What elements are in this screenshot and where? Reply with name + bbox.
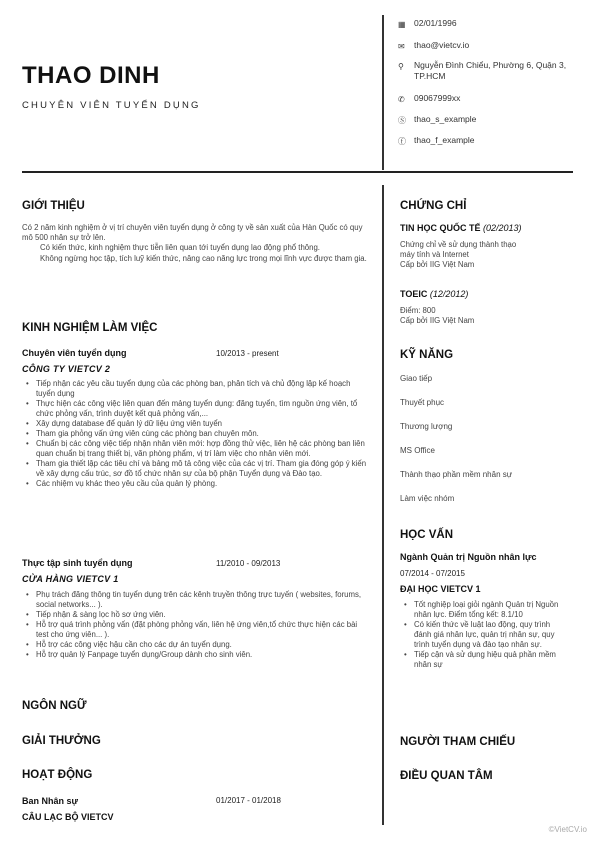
calendar-icon: ▦: [398, 20, 406, 29]
job-2-bullets: [22, 590, 367, 660]
skill-item: MS Office: [400, 446, 435, 455]
candidate-title: CHUYÊN VIÊN TUYỂN DỤNG: [22, 100, 201, 111]
skill-item: Thành thạo phần mềm nhân sự: [400, 470, 513, 479]
cert-1-name: TIN HỌC QUỐC TẾ: [400, 223, 481, 233]
job-2-title: Thực tập sinh tuyển dụng: [22, 558, 133, 568]
contact-email[interactable]: [398, 40, 469, 52]
skype-text[interactable]: thao_s_example: [414, 114, 477, 124]
skill-item: Thương lượng: [400, 422, 453, 431]
phone-icon: ✆: [398, 95, 405, 104]
intro-line-2: Có kiến thức, kinh nghiệm thực tiễn liên quan tới tuyển dụng lao động phổ thông.: [40, 243, 320, 253]
cert-1-line: máy tính và Internet: [400, 250, 469, 259]
job-2-company: CỬA HÀNG VIETCV 1: [22, 574, 119, 584]
cert-2-name: TOEIC: [400, 289, 428, 299]
job-1-title: Chuyên viên tuyển dụng: [22, 348, 127, 358]
list-item: • Tiếp nhận & sàng lọc hồ sơ ứng viên.: [22, 610, 367, 620]
list-item: • Hỗ trợ các công việc hậu cần cho các dự án tuyển dụng.: [22, 640, 367, 650]
location-icon: ⚲: [398, 62, 404, 71]
cert-1-title: [400, 223, 522, 233]
cert-2-year: (12/2012): [429, 289, 469, 299]
job-2-date: 11/2010 - 09/2013: [216, 559, 281, 568]
activity-title: Ban Nhân sự: [22, 796, 79, 806]
watermark: ©VietCV.io: [548, 825, 587, 834]
activities-heading: HOẠT ĐỘNG: [22, 769, 93, 781]
email-icon: ✉: [398, 42, 405, 51]
candidate-name: THAO DINH: [22, 62, 160, 89]
skill-item: Làm việc nhóm: [400, 494, 455, 503]
list-item: • Tham gia phỏng vấn ứng viên cùng các phòng ban chuyên môn.: [22, 429, 367, 439]
list-item: • Phụ trách đăng thông tin tuyển dụng trên các kênh truyền thông trực tuyến ( websites, forums, social networks... ).: [22, 590, 367, 610]
contact-address: [398, 60, 574, 82]
skills-heading: KỸ NĂNG: [400, 349, 454, 361]
intro-line-3: Không ngừng học tập, tích luỹ kiến thức, nâng cao năng lực trong mọi lĩnh vực được tham gia.: [40, 253, 367, 263]
intro-paragraph: [22, 223, 367, 264]
job-1-company: CÔNG TY VIETCV 2: [22, 364, 111, 374]
list-item: • Tiếp nhận các yêu cầu tuyển dụng của các phòng ban, phân tích và chủ động lập kế hoạch tuyển dụng: [22, 379, 367, 399]
list-item: • Tham gia thiết lập các tiêu chí và bảng mô tả công việc của các vị trí. Tham gia đóng góp ý kiến về xây dựng cấu trúc, sơ đồ tổ chức nhân sự của bộ phận Tuyển dụng và Đào tạo.: [22, 459, 367, 479]
job-1-bullets: [22, 379, 367, 489]
interests-heading: ĐIỀU QUAN TÂM: [400, 770, 493, 782]
education-major: Ngành Quản trị Nguồn nhân lực: [400, 552, 537, 562]
contact-facebook[interactable]: [398, 135, 475, 147]
address-text: Nguyễn Đình Chiểu, Phường 6, Quận 3, TP.HCM: [414, 60, 567, 81]
certificates-heading: CHỨNG CHỈ: [400, 200, 467, 212]
intro-line-1: Có 2 năm kinh nghiệm ở vị trí chuyên viên tuyển dụng ở công ty về sản xuất của Hàn Quốc có quy mô 500 nhân sự trở lên.: [22, 223, 363, 243]
list-item: • Hỗ trợ quá trình phỏng vấn (đặt phòng phỏng vấn, liên hệ ứng viên,tổ chức thực hiện các bài test cho ứng viên... ).: [22, 620, 367, 640]
skill-item: Thuyết phục: [400, 398, 445, 407]
list-item: • Hỗ trợ quản lý Fanpage tuyển dụng/Group dành cho sinh viên.: [22, 650, 367, 660]
list-item: • Tiếp cận và sử dụng hiệu quả phần mềm nhân sự: [400, 650, 568, 670]
facebook-text[interactable]: thao_f_example: [414, 135, 475, 145]
education-heading: HỌC VẤN: [400, 529, 454, 541]
contact-skype[interactable]: [398, 114, 476, 126]
cert-1-details: [400, 240, 575, 270]
header-divider: [382, 15, 384, 170]
list-item: • Xây dựng database để quản lý dữ liệu ứng viên tuyển: [22, 419, 367, 429]
cert-2-title: [400, 289, 468, 299]
birthday-text: 02/01/1996: [414, 18, 457, 28]
contact-phone[interactable]: [398, 93, 460, 105]
header-rule: [22, 171, 573, 173]
cert-1-year: (02/2013): [483, 223, 522, 233]
skype-icon: Ⓢ: [398, 116, 406, 125]
list-item: • Tốt nghiệp loại giỏi ngành Quản trị Nguồn nhân lực. Điểm tổng kết: 8.1/10: [400, 600, 568, 620]
education-school: ĐẠI HỌC VIETCV 1: [400, 584, 481, 594]
cert-2-line: Điểm: 800: [400, 306, 436, 315]
list-item: • Thực hiện các công việc liên quan đến mảng tuyển dụng: đăng tuyển, tìm nguồn ứng viên, tổ chức phỏng vấn, trình duyệt kết quả phỏng vấn,...: [22, 399, 367, 419]
phone-text[interactable]: 09067999xx: [414, 93, 461, 103]
email-text[interactable]: thao@vietcv.io: [414, 40, 470, 50]
skill-item: Giao tiếp: [400, 374, 433, 383]
list-item: • Chuẩn bị các công việc tiếp nhận nhân viên mới: hợp đồng thử việc, liên hệ các phòng ban liên quan chuẩn bị trang thiết bị, văn phòng phẩm, vị trí làm việc cho nhân viên mới.: [22, 439, 367, 459]
education-bullets: [400, 600, 568, 670]
facebook-icon: ⓕ: [398, 137, 406, 146]
column-divider: [382, 185, 384, 825]
list-item: • Có kiến thức về luật lao động, quy trình đánh giá nhân lực, quản trị nhân sự, quy trình tuyển dụng và đào tạo nhân sự.: [400, 620, 568, 650]
activity-org: CÂU LẠC BỘ VIETCV: [22, 812, 114, 822]
education-date: 07/2014 - 07/2015: [400, 569, 465, 578]
cert-1-line: Chứng chỉ về sử dụng thành thạo: [400, 240, 517, 249]
experience-heading: KINH NGHIỆM LÀM VIỆC: [22, 322, 158, 334]
cert-2-details: [400, 306, 575, 326]
list-item: • Các nhiệm vụ khác theo yêu cầu của quản lý phòng.: [22, 479, 367, 489]
references-heading: NGƯỜI THAM CHIẾU: [400, 736, 516, 748]
awards-heading: GIẢI THƯỞNG: [22, 735, 101, 747]
cert-1-line: Cấp bởi IIG Việt Nam: [400, 260, 475, 269]
cert-2-line: Cấp bởi IIG Việt Nam: [400, 316, 475, 325]
job-1-date: 10/2013 - present: [216, 349, 279, 358]
contact-birthday: [398, 18, 457, 30]
languages-heading: NGÔN NGỮ: [22, 700, 87, 712]
activity-date: 01/2017 - 01/2018: [216, 796, 281, 805]
intro-heading: GIỚI THIỆU: [22, 200, 85, 212]
